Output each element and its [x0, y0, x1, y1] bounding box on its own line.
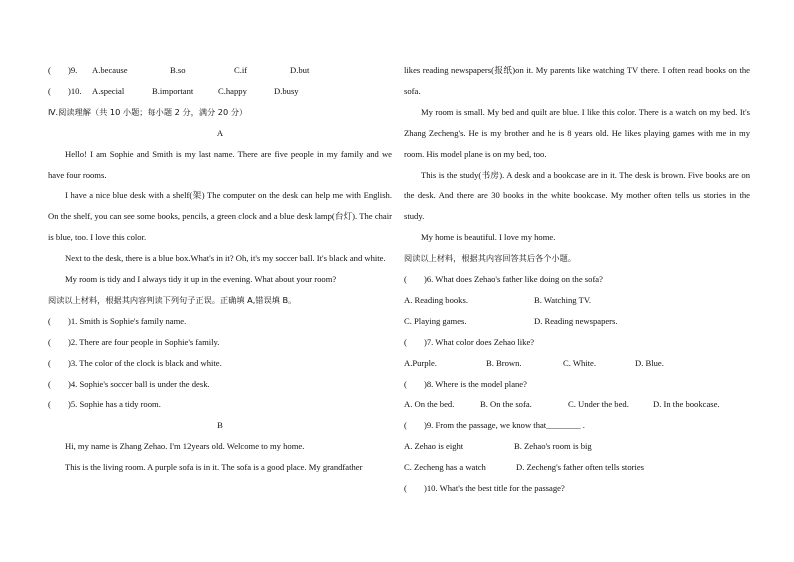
option-d: D. In the bookcase. [653, 399, 720, 410]
option-d: D. Zecheng's father often tells stories [516, 462, 645, 473]
option-a: A.special [92, 85, 125, 96]
left-column [48, 60, 392, 478]
question-number: )9. [68, 65, 78, 75]
tf-question-5 [48, 394, 392, 415]
option-b: B. Zehao's room is big [514, 441, 592, 452]
option-c: C.if [234, 65, 248, 75]
option-c: C. White. [563, 357, 597, 368]
passage-b-label: B [217, 420, 223, 431]
question-text: )4. Sophie's soccer ball is under the desk. [68, 378, 210, 389]
option-a: A.because [92, 65, 128, 75]
answer-paren: ( [48, 315, 51, 326]
question-text: )9. From the passage, we know that________ . [424, 420, 585, 431]
mc-question-6 [404, 269, 750, 290]
question-9 [48, 60, 392, 81]
question-text: )3. The color of the clock is black and white. [68, 357, 222, 368]
tf-question-3 [48, 353, 392, 374]
option-a: A.Purple. [404, 357, 437, 368]
question-text: )7. What color does Zehao like? [424, 336, 535, 347]
instruction-a: 阅读以上材料，根据其内容判读下列句子正误。正确填 A,错误填 B。 [48, 294, 297, 305]
section-title: Ⅳ.阅读理解（共 10 小题；每小题 2 分，满分 20 分） [48, 106, 248, 117]
mc-question-9 [404, 415, 750, 436]
question-10 [48, 81, 392, 102]
passage-b-paragraph: likes reading newspapers(报纸)on it. My parents like watching TV there. I often read books on the sofa. [404, 65, 750, 96]
right-column [404, 60, 750, 499]
instruction-b: 阅读以上材料，根据其内容回答其后各个小题。 [404, 253, 576, 264]
option-b: B.important [152, 85, 194, 96]
option-d: D.but [290, 65, 310, 75]
answer-paren: ( [48, 65, 51, 75]
answer-paren: ( [404, 274, 407, 285]
option-d: D.busy [274, 85, 299, 96]
answer-paren: ( [48, 399, 51, 410]
mc-question-7 [404, 332, 750, 353]
tf-question-2 [48, 332, 392, 353]
answer-paren: ( [48, 85, 51, 96]
mc-question-8 [404, 374, 750, 395]
mc-question-10 [404, 478, 750, 499]
tf-question-1 [48, 311, 392, 332]
passage-b-paragraph: My home is beautiful. I love my home. [421, 232, 556, 243]
mc-options-row [404, 394, 750, 415]
option-a: A. Reading books. [404, 294, 468, 305]
passage-a-paragraph: Hello! I am Sophie and Smith is my last name. There are five people in my family and we have four rooms. [48, 148, 392, 180]
passage-a-paragraph: My room is tidy and I always tidy it up in the evening. What about your room? [65, 274, 337, 285]
option-b: B. On the sofa. [480, 399, 532, 410]
option-c: C. Playing games. [404, 315, 467, 326]
option-c: C.happy [218, 85, 247, 96]
answer-paren: ( [48, 378, 51, 389]
answer-paren: ( [404, 378, 407, 389]
passage-b-paragraph: Hi, my name is Zhang Zehao. I'm 12years old. Welcome to my home. [65, 441, 305, 452]
option-c: C. Zecheng has a watch [404, 462, 486, 473]
answer-paren: ( [48, 357, 51, 368]
option-d: D. Reading newspapers. [534, 315, 618, 326]
question-number: )10. [68, 85, 82, 96]
question-text: )2. There are four people in Sophie's family. [68, 336, 220, 347]
question-text: )8. Where is the model plane? [424, 378, 527, 389]
question-text: )10. What's the best title for the passage? [424, 483, 565, 494]
mc-options-row [404, 290, 750, 311]
passage-a-paragraph: Next to the desk, there is a blue box.What's in it? Oh, it's my soccer ball. It's black and white. [65, 253, 386, 264]
passage-a-label: A [216, 127, 224, 138]
passage-b-paragraph: This is the study(书房). A desk and a bookcase are in it. The desk is brown. Five books are on the desk. And there are 30 books in the white bookcase. My mother often tells us stories in the study. [404, 169, 750, 222]
question-text: )6. What does Zehao's father like doing on the sofa? [424, 274, 603, 285]
question-text: )1. Smith is Sophie's family name. [68, 315, 187, 326]
tf-question-4 [48, 374, 392, 395]
option-b: B.so [170, 65, 186, 75]
option-b: B. Watching TV. [534, 294, 592, 305]
option-b: B. Brown. [486, 357, 522, 368]
passage-b-paragraph: This is the living room. A purple sofa is in it. The sofa is a good place. My grandfather [65, 462, 363, 473]
mc-options-row [404, 457, 750, 478]
answer-paren: ( [404, 336, 407, 347]
answer-paren: ( [404, 483, 407, 494]
mc-options-row [404, 353, 750, 374]
mc-options-row [404, 436, 750, 457]
answer-paren: ( [48, 336, 51, 347]
option-d: D. Blue. [635, 357, 664, 368]
passage-a-paragraph: I have a nice blue desk with a shelf(架) The computer on the desk can help me with English. On the shelf, you can see some books, pencils, a green clock and a blue desk lamp(台灯). The chair is blue, too. I love this color. [48, 190, 392, 243]
passage-b-paragraph: My room is small. My bed and quilt are blue. I like this color. There is a watch on my bed. It's Zhang Zecheng's. He is my brother and he is 8 years old. He likes playing games with me in my room. His model plane is on my bed, too. [404, 106, 750, 159]
option-c: C. Under the bed. [568, 399, 629, 410]
option-a: A. Zehao is eight [404, 441, 464, 452]
answer-paren: ( [404, 420, 407, 431]
mc-options-row [404, 311, 750, 332]
question-text: )5. Sophie has a tidy room. [68, 399, 161, 410]
option-a: A. On the bed. [404, 399, 455, 410]
